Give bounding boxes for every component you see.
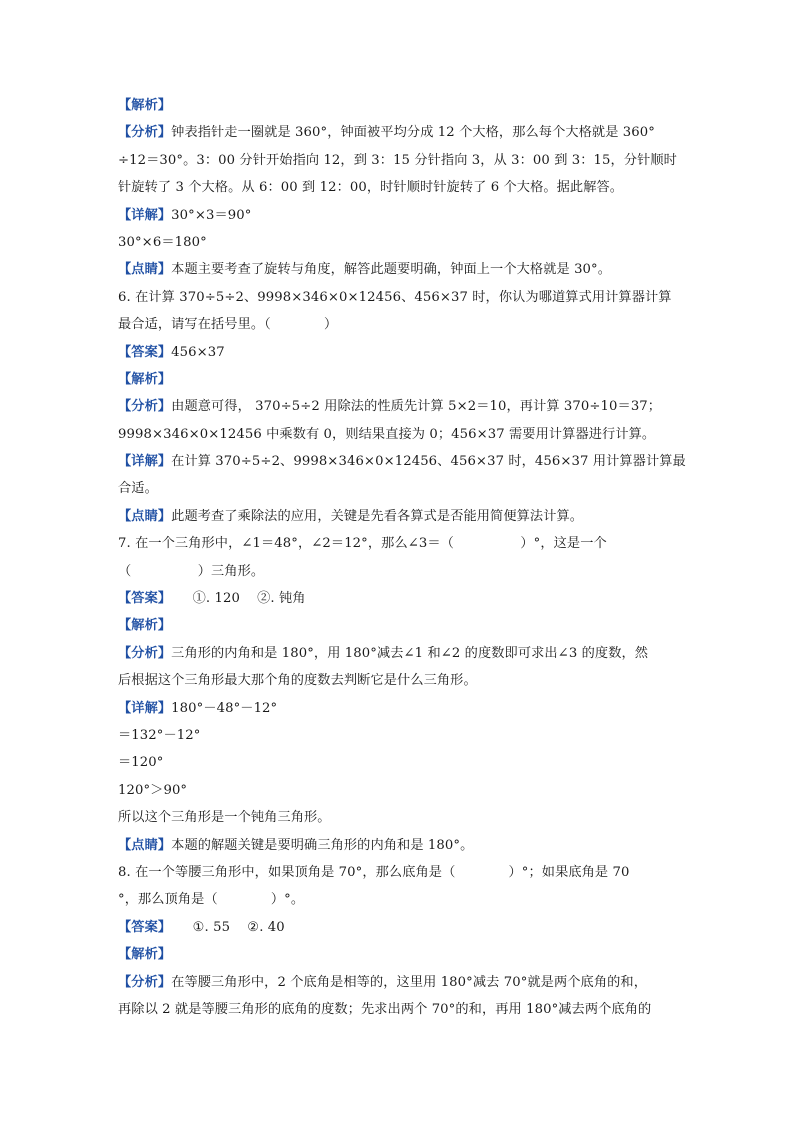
section-tag: 【答案】	[118, 344, 172, 360]
section-tag: 【分析】	[118, 974, 172, 990]
text-line	[118, 612, 678, 639]
text-line	[118, 448, 686, 475]
text-line	[118, 749, 678, 776]
line-text: 120°＞90°	[118, 782, 188, 798]
text-line	[118, 996, 678, 1023]
line-text: 由题意可得， 370÷5÷2 用除法的性质先计算 5×2＝10，再计算 370÷10＝37；	[171, 399, 662, 415]
text-line	[118, 284, 678, 311]
text-line	[118, 530, 678, 557]
text-line	[118, 393, 678, 420]
line-text: 30°×6＝180°	[118, 234, 207, 250]
section-tag: 【点睛】	[118, 508, 172, 524]
text-line	[118, 941, 678, 968]
line-text: 后根据这个三角形最大那个角的度数去判断它是什么三角形。	[118, 673, 477, 689]
line-text: 在计算 370÷5÷2、9998×346×0×12456、456×37 时，456×37 用计算器计算最	[171, 454, 686, 470]
text-line	[118, 503, 678, 530]
section-tag: 【详解】	[118, 207, 172, 223]
line-text: ①. 120 ②. 钝角	[171, 591, 306, 607]
text-line	[118, 585, 678, 612]
line-text: 9998×346×0×12456 中乘数有 0，则结果直接为 0；456×37 需要用计算器进行计算。	[118, 426, 656, 442]
text-line	[118, 777, 678, 804]
line-text: 7. 在一个三角形中，∠1＝48°，∠2＝12°，那么∠3＝（ ）°，这是一个	[118, 536, 607, 552]
text-line	[118, 366, 678, 393]
line-text: 6. 在计算 370÷5÷2、9998×346×0×12456、456×37 时，你认为哪道算式用计算器计算	[118, 289, 672, 305]
text-line	[118, 640, 678, 667]
section-tag: 【详解】	[118, 454, 172, 470]
text-line	[118, 886, 678, 913]
line-text: °，那么顶角是（ ）°。	[118, 892, 305, 908]
text-line	[118, 229, 678, 256]
text-line	[118, 695, 678, 722]
line-text: ①. 55 ②. 40	[171, 919, 285, 935]
section-tag: 【点睛】	[118, 837, 172, 853]
text-line	[118, 667, 678, 694]
document-page	[118, 92, 686, 1023]
line-text: ÷12＝30°。3：00 分针开始指向 12，到 3：15 分针指向 3，从 3：00 到 3：15，分针顺时	[118, 152, 677, 168]
line-text: 456×37	[171, 344, 225, 360]
line-text: 此题考查了乘除法的应用，关键是先看各算式是否能用简便算法计算。	[171, 508, 584, 524]
line-text: 本题的解题关键是要明确三角形的内角和是 180°。	[171, 837, 474, 853]
line-text: ＝132°－12°	[118, 727, 201, 743]
line-text: 在等腰三角形中，2 个底角是相等的，这里用 180°减去 70°就是两个底角的和，	[171, 974, 647, 990]
text-line	[118, 339, 678, 366]
text-line	[118, 475, 678, 502]
section-tag: 【分析】	[118, 125, 172, 141]
line-text: ＝120°	[118, 755, 164, 771]
line-text: 再除以 2 就是等腰三角形的底角的度数；先求出两个 70°的和，再用 180°减去两个底角的	[118, 1001, 652, 1017]
section-tag: 【解析】	[118, 947, 172, 963]
text-line	[118, 859, 678, 886]
line-text: 30°×3＝90°	[171, 207, 252, 223]
text-line	[118, 914, 678, 941]
line-text: 所以这个三角形是一个钝角三角形。	[118, 810, 331, 826]
line-text: 最合适，请写在括号里。（ ）	[118, 317, 338, 333]
text-line	[118, 558, 678, 585]
section-tag: 【解析】	[118, 98, 172, 113]
section-tag: 【解析】	[118, 371, 172, 387]
text-line	[118, 256, 678, 283]
line-text: 180°－48°－12°	[171, 700, 278, 716]
text-line	[118, 804, 678, 831]
section-tag: 【分析】	[118, 645, 172, 661]
line-text: （ ）三角形。	[118, 563, 265, 579]
text-line	[118, 92, 678, 119]
text-line	[118, 119, 678, 146]
line-text: 针旋转了 3 个大格。从 6：00 到 12：00，时针顺时针旋转了 6 个大格。据此解答。	[118, 180, 624, 196]
section-tag: 【解析】	[118, 618, 172, 634]
text-line	[118, 969, 678, 996]
text-line	[118, 421, 678, 448]
text-line	[118, 722, 678, 749]
text-line	[118, 832, 678, 859]
section-tag: 【点睛】	[118, 262, 172, 278]
line-text: 钟表指针走一圈就是 360°，钟面被平均分成 12 个大格，那么每个大格就是 360°	[171, 125, 655, 141]
text-line	[118, 174, 678, 201]
text-line	[118, 311, 678, 338]
section-tag: 【答案】	[118, 591, 172, 607]
section-tag: 【详解】	[118, 700, 172, 716]
line-text: 三角形的内角和是 180°，用 180°减去∠1 和∠2 的度数即可求出∠3 的度数，然	[171, 645, 649, 661]
section-tag: 【答案】	[118, 919, 172, 935]
line-text: 8. 在一个等腰三角形中，如果顶角是 70°，那么底角是（ ）°；如果底角是 70	[118, 864, 630, 880]
line-text: 合适。	[118, 481, 158, 497]
line-text: 本题主要考查了旋转与角度，解答此题要明确，钟面上一个大格就是 30°。	[171, 262, 612, 278]
text-line	[118, 202, 678, 229]
section-tag: 【分析】	[118, 399, 172, 415]
text-line	[118, 147, 678, 174]
